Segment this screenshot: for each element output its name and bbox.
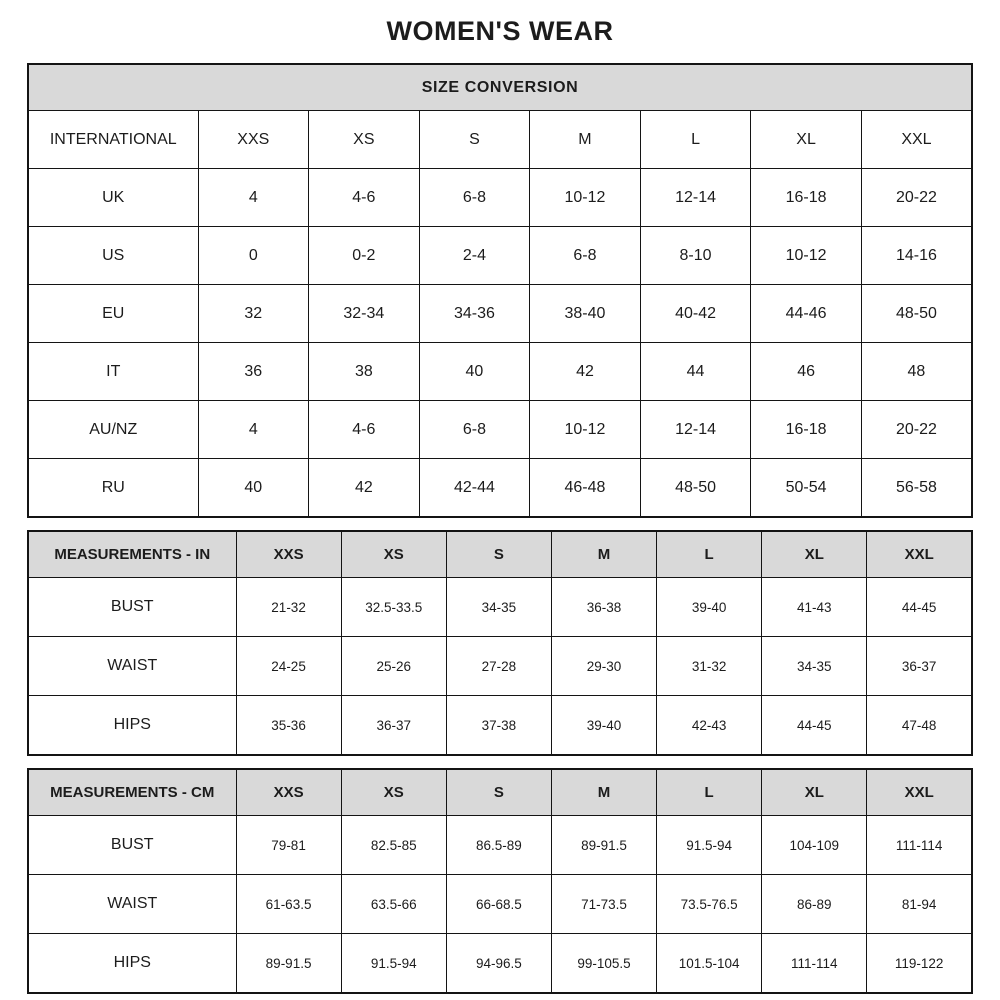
column-header: XS [309,111,420,169]
table-cell: 91.5-94 [657,816,762,875]
size-conversion-table [27,63,973,518]
table-cell: 14-16 [861,227,972,285]
banner-row [28,64,972,111]
table-cell: 25-26 [341,637,446,696]
row-label: HIPS [28,696,236,756]
table-cell: 36 [198,343,309,401]
table-cell: 63.5-66 [341,875,446,934]
table-cell: 8-10 [640,227,751,285]
table-cell: 4-6 [309,401,420,459]
column-header: M [551,531,656,578]
column-header: XXL [867,769,972,816]
table-cell: 86-89 [762,875,867,934]
column-header: L [657,769,762,816]
table-cell: 36-37 [867,637,972,696]
table-cell: 32.5-33.5 [341,578,446,637]
table-cell: 44 [640,343,751,401]
table-cell: 119-122 [867,934,972,994]
table-cell: 89-91.5 [551,816,656,875]
header-row [28,111,972,169]
table-cell: 73.5-76.5 [657,875,762,934]
table-cell: 0-2 [309,227,420,285]
table-cell: 6-8 [419,169,530,227]
table-cell: 29-30 [551,637,656,696]
table-cell: 27-28 [446,637,551,696]
table-cell: 101.5-104 [657,934,762,994]
table-cell: 38 [309,343,420,401]
row-label: HIPS [28,934,236,994]
table-cell: 66-68.5 [446,875,551,934]
table-cell: 32 [198,285,309,343]
table-cell: 39-40 [657,578,762,637]
table-cell: 42 [530,343,641,401]
column-header: XXS [236,769,341,816]
column-header: XXL [867,531,972,578]
table-cell: 32-34 [309,285,420,343]
column-header: S [446,531,551,578]
table-cell: 39-40 [551,696,656,756]
table-row [28,934,972,994]
table-cell: 20-22 [861,169,972,227]
column-header: S [419,111,530,169]
table-cell: 42-43 [657,696,762,756]
table-cell: 42-44 [419,459,530,518]
table-cell: 56-58 [861,459,972,518]
table-cell: 99-105.5 [551,934,656,994]
table-cell: 86.5-89 [446,816,551,875]
table-cell: 36-38 [551,578,656,637]
table-cell: 44-45 [762,696,867,756]
table-cell: 0 [198,227,309,285]
row-label: UK [28,169,198,227]
table-cell: 10-12 [530,169,641,227]
table-cell: 6-8 [530,227,641,285]
table-banner: SIZE CONVERSION [28,64,972,111]
table-cell: 81-94 [867,875,972,934]
table-row [28,578,972,637]
table-row [28,816,972,875]
column-header: XL [762,531,867,578]
row-label: RU [28,459,198,518]
table-cell: 40-42 [640,285,751,343]
table-cell: 42 [309,459,420,518]
table-cell: 47-48 [867,696,972,756]
table-cell: 21-32 [236,578,341,637]
table-cell: 48-50 [640,459,751,518]
column-header: M [530,111,641,169]
table-row [28,696,972,756]
column-header: XS [341,531,446,578]
page-title: WOMEN'S WEAR [386,16,614,46]
table-cell: 89-91.5 [236,934,341,994]
table-cell: 6-8 [419,401,530,459]
table-cell: 4-6 [309,169,420,227]
table-cell: 46-48 [530,459,641,518]
table-cell: 82.5-85 [341,816,446,875]
column-header: XL [762,769,867,816]
table-cell: 34-36 [419,285,530,343]
table-cell: 48-50 [861,285,972,343]
header-row [28,531,972,578]
row-group-header: MEASUREMENTS - CM [28,769,236,816]
table-cell: 4 [198,169,309,227]
table-cell: 44-46 [751,285,862,343]
table-cell: 111-114 [762,934,867,994]
table-row [28,401,972,459]
table-row [28,459,972,518]
table-cell: 91.5-94 [341,934,446,994]
row-group-header: INTERNATIONAL [28,111,198,169]
table-row [28,637,972,696]
table-cell: 36-37 [341,696,446,756]
table-cell: 31-32 [657,637,762,696]
table-row [28,285,972,343]
column-header: XXL [861,111,972,169]
table-row [28,227,972,285]
table-cell: 34-35 [446,578,551,637]
column-header: S [446,769,551,816]
row-label: AU/NZ [28,401,198,459]
table-cell: 40 [419,343,530,401]
row-label: EU [28,285,198,343]
table-cell: 4 [198,401,309,459]
table-cell: 48 [861,343,972,401]
table-cell: 44-45 [867,578,972,637]
row-label: WAIST [28,637,236,696]
table-row [28,343,972,401]
table-cell: 61-63.5 [236,875,341,934]
table-cell: 20-22 [861,401,972,459]
table-cell: 104-109 [762,816,867,875]
table-cell: 12-14 [640,169,751,227]
table-cell: 12-14 [640,401,751,459]
table-cell: 79-81 [236,816,341,875]
column-header: L [640,111,751,169]
table-cell: 10-12 [530,401,641,459]
column-header: XXS [198,111,309,169]
column-header: XL [751,111,862,169]
row-label: US [28,227,198,285]
table-cell: 50-54 [751,459,862,518]
table-cell: 111-114 [867,816,972,875]
table-row [28,169,972,227]
table-cell: 46 [751,343,862,401]
row-label: BUST [28,816,236,875]
header-row [28,769,972,816]
table-cell: 40 [198,459,309,518]
row-label: IT [28,343,198,401]
row-group-header: MEASUREMENTS - IN [28,531,236,578]
row-label: BUST [28,578,236,637]
column-header: XS [341,769,446,816]
table-cell: 10-12 [751,227,862,285]
table-cell: 94-96.5 [446,934,551,994]
table-cell: 24-25 [236,637,341,696]
column-header: XXS [236,531,341,578]
table-cell: 41-43 [762,578,867,637]
row-label: WAIST [28,875,236,934]
table-cell: 71-73.5 [551,875,656,934]
column-header: L [657,531,762,578]
table-cell: 37-38 [446,696,551,756]
column-header: M [551,769,656,816]
table-row [28,875,972,934]
table-cell: 34-35 [762,637,867,696]
table-cell: 16-18 [751,169,862,227]
table-cell: 38-40 [530,285,641,343]
measurements-in-table [27,530,973,756]
measurements-cm-table [27,768,973,994]
table-cell: 16-18 [751,401,862,459]
table-cell: 35-36 [236,696,341,756]
table-cell: 2-4 [419,227,530,285]
